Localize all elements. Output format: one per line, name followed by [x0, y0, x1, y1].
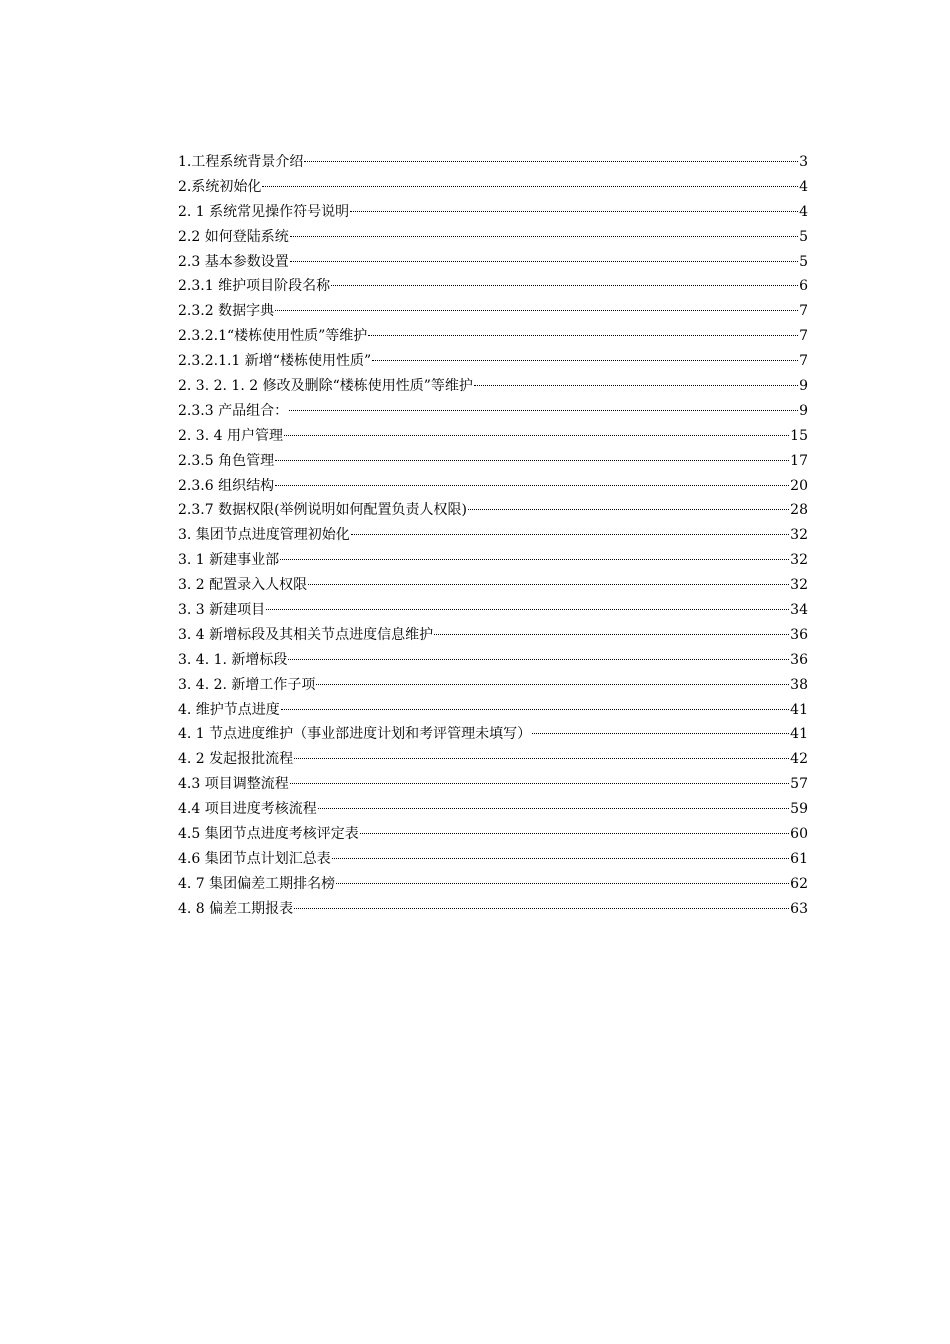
toc-entry-page: 3	[799, 154, 808, 170]
toc-entry-title: 2.3.1 维护项目阶段名称	[178, 278, 331, 295]
toc-entry-title: 3. 4. 1. 新增标段	[178, 651, 288, 668]
toc-entry[interactable]	[178, 299, 808, 324]
toc-entry[interactable]	[178, 747, 808, 772]
dot-leader	[284, 435, 789, 436]
toc-entry-page: 6	[799, 278, 808, 295]
toc-entry[interactable]	[178, 250, 808, 275]
toc-entry-page: 34	[790, 602, 808, 619]
dot-leader	[532, 733, 789, 734]
toc-entry-page: 28	[790, 502, 808, 519]
dot-leader	[281, 709, 789, 710]
toc-entry-title: 2.3.6 组织结构	[178, 477, 275, 494]
dot-leader	[266, 609, 789, 610]
toc-entry-page: 9	[799, 402, 808, 419]
dot-leader	[318, 808, 789, 809]
toc-entry-title: 4.6 集团节点计划汇总表	[178, 850, 331, 867]
toc-entry-title: 2.3.2 数据字典	[178, 303, 275, 320]
toc-entry[interactable]	[178, 200, 808, 225]
toc-entry-title: 4. 2 发起报批流程	[178, 751, 294, 768]
toc-entry-page: 36	[790, 651, 808, 668]
toc-entry-title: 2. 1 系统常见操作符号说明	[178, 203, 350, 220]
toc-entry[interactable]	[178, 897, 808, 922]
toc-entry-title: 3. 2 配置录入人权限	[178, 577, 308, 594]
toc-entry[interactable]	[178, 374, 808, 399]
toc-entry[interactable]	[178, 722, 808, 747]
toc-entry-page: 57	[790, 776, 808, 793]
toc-entry-page: 7	[799, 303, 808, 320]
toc-entry[interactable]	[178, 548, 808, 573]
toc-entry-page: 61	[790, 850, 808, 867]
toc-entry-title: 3. 3 新建项目	[178, 602, 266, 619]
toc-entry-title: 2. 3. 4 用户管理	[178, 427, 283, 444]
toc-entry-page: 41	[790, 726, 808, 743]
dot-leader	[468, 509, 789, 510]
toc-entry[interactable]	[178, 623, 808, 648]
toc-entry-page: 4	[799, 178, 808, 195]
dot-leader	[290, 261, 798, 262]
dot-leader	[474, 385, 798, 386]
toc-entry-page: 5	[799, 253, 808, 270]
toc-entry-title: 4. 7 集团偏差工期排名榜	[178, 875, 336, 892]
toc-entry-title: 4.3 项目调整流程	[178, 776, 289, 793]
toc-entry[interactable]	[178, 150, 808, 175]
toc-entry[interactable]	[178, 673, 808, 698]
toc-entry-title: 2.系统初始化	[178, 178, 262, 195]
dot-leader	[288, 659, 789, 660]
toc-entry[interactable]	[178, 175, 808, 200]
toc-entry-page: 32	[790, 552, 808, 569]
toc-entry[interactable]	[178, 274, 808, 299]
dot-leader	[331, 285, 798, 286]
dot-leader	[275, 485, 789, 486]
toc-entry-title: 4. 维护节点进度	[178, 701, 280, 718]
toc-entry-page: 41	[790, 701, 808, 718]
toc-entry-page: 32	[790, 577, 808, 594]
toc-entry[interactable]	[178, 399, 808, 424]
toc-entry-page: 20	[790, 477, 808, 494]
toc-entry-title: 2.3.5 角色管理	[178, 452, 275, 469]
table-of-contents	[178, 150, 808, 922]
dot-leader	[308, 584, 789, 585]
toc-entry[interactable]	[178, 449, 808, 474]
toc-entry-title: 2.3 基本参数设置	[178, 253, 289, 270]
dot-leader	[336, 883, 789, 884]
toc-entry-page: 36	[790, 626, 808, 643]
toc-entry-title: 4. 1 节点进度维护（事业部进度计划和考评管理未填写）	[178, 726, 532, 743]
toc-entry[interactable]	[178, 573, 808, 598]
toc-entry[interactable]	[178, 648, 808, 673]
toc-entry-page: 7	[799, 353, 808, 370]
dot-leader	[304, 161, 798, 162]
dot-leader	[350, 211, 798, 212]
toc-entry-title: 4. 8 偏差工期报表	[178, 900, 294, 917]
dot-leader	[316, 684, 789, 685]
dot-leader	[290, 783, 789, 784]
dot-leader	[280, 559, 789, 560]
toc-entry-page: 15	[790, 427, 808, 444]
toc-entry-page: 32	[790, 527, 808, 544]
toc-entry-page: 9	[799, 378, 808, 395]
toc-entry-page: 38	[790, 676, 808, 693]
toc-entry[interactable]	[178, 797, 808, 822]
dot-leader	[275, 460, 789, 461]
toc-entry-page: 17	[790, 452, 808, 469]
toc-entry-title: 4.5 集团节点进度考核评定表	[178, 826, 359, 843]
toc-entry[interactable]	[178, 847, 808, 872]
dot-leader	[289, 410, 798, 411]
dot-leader	[294, 758, 789, 759]
dot-leader	[372, 360, 798, 361]
toc-entry-title: 2.2 如何登陆系统	[178, 228, 289, 245]
toc-entry-page: 7	[799, 328, 808, 345]
toc-entry-page: 59	[790, 801, 808, 818]
dot-leader	[290, 236, 798, 237]
toc-entry-page: 42	[790, 751, 808, 768]
dot-leader	[351, 534, 789, 535]
toc-entry-title: 3. 4 新增标段及其相关节点进度信息维护	[178, 626, 434, 643]
toc-entry-title: 2.3.3 产品组合：	[178, 402, 289, 419]
toc-entry-page: 5	[799, 228, 808, 245]
toc-entry[interactable]	[178, 324, 808, 349]
toc-entry-title: 2. 3. 2. 1. 2 修改及删除“楼栋使用性质”等维护	[178, 378, 473, 395]
toc-entry-page: 4	[799, 203, 808, 220]
toc-entry[interactable]	[178, 872, 808, 897]
toc-entry-title: 2.3.2.1“楼栋使用性质”等维护	[178, 328, 368, 345]
toc-entry[interactable]	[178, 349, 808, 374]
toc-entry-title: 2.3.2.1.1 新增“楼栋使用性质”	[178, 353, 372, 370]
toc-entry-title: 3. 1 新建事业部	[178, 552, 280, 569]
toc-entry-title: 3. 4. 2. 新增工作子项	[178, 676, 316, 693]
dot-leader	[294, 908, 789, 909]
toc-entry-title: 1.工程系统背景介绍	[178, 154, 304, 170]
toc-entry[interactable]	[178, 424, 808, 449]
toc-entry[interactable]	[178, 822, 808, 847]
dot-leader	[262, 186, 798, 187]
dot-leader	[360, 833, 789, 834]
toc-entry-title: 4.4 项目进度考核流程	[178, 801, 317, 818]
toc-entry-title: 2.3.7 数据权限(举例说明如何配置负责人权限)	[178, 502, 467, 519]
toc-entry[interactable]	[178, 772, 808, 797]
dot-leader	[368, 335, 798, 336]
toc-entry-title: 3. 集团节点进度管理初始化	[178, 527, 350, 544]
toc-entry-page: 63	[790, 900, 808, 917]
toc-entry-page: 62	[790, 875, 808, 892]
toc-entry[interactable]	[178, 225, 808, 250]
toc-entry[interactable]	[178, 474, 808, 499]
toc-entry[interactable]	[178, 523, 808, 548]
dot-leader	[332, 858, 789, 859]
dot-leader	[275, 310, 798, 311]
toc-entry[interactable]	[178, 498, 808, 523]
toc-entry[interactable]	[178, 698, 808, 723]
dot-leader	[434, 634, 789, 635]
toc-entry-page: 60	[790, 826, 808, 843]
toc-entry[interactable]	[178, 598, 808, 623]
